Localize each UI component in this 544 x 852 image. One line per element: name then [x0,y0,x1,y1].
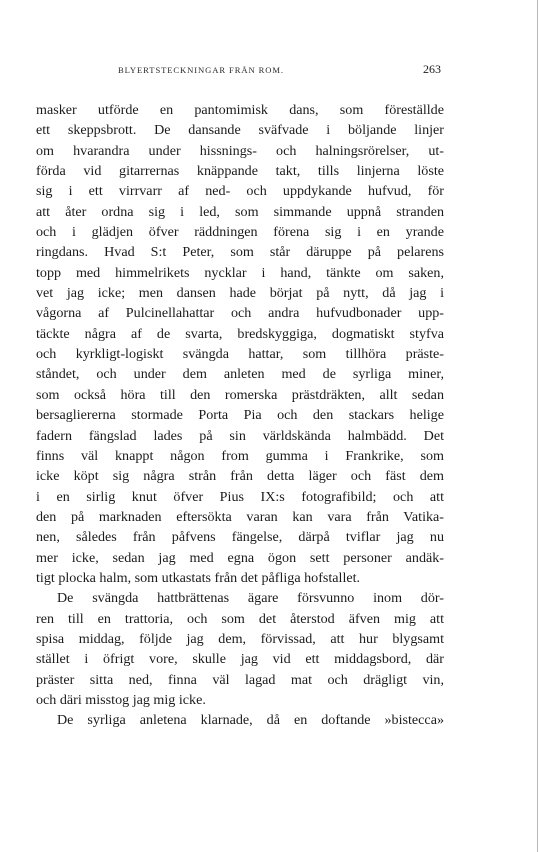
text-line: och däri misstog jag mig icke. [36,691,206,708]
page-edge-rule [537,0,538,852]
text-line: om hvarandra under hissnings- och halningsrörelser, ut- [36,142,444,159]
text-line: nen, således från påfvens fängelse, därpå tviflar jag nu [36,529,444,546]
text-line: ståndet, och under dem anleten med de syrliga miner, [36,366,444,383]
text-line: masker utförde en pantomimisk dans, som föreställde [36,102,444,118]
text-line: täckte några af de svarta, bredskyggiga, dogmatiskt styfva [36,325,444,342]
text-line: vet jag icke; men dansen hade börjat på nytt, då jag i [36,285,444,302]
text-line: De syrliga anletena klarnade, då en doftande »bistecca» [57,712,444,729]
text-line: topp med himmelrikets nycklar i hand, tänkte om saken, [36,264,444,281]
page-number: 263 [423,62,441,76]
text-line: fadern fängslad lades på sin världskända halmbädd. Det [36,427,444,444]
text-line: spisa middag, följde jag dem, förvissad, att hur blygsamt [36,630,444,647]
text-line: och i glädjen öfver räddningen förena sig i en yrande [36,224,444,241]
text-line: bersagliererna stormade Porta Pia och den stackars helige [36,407,444,424]
text-line: präster sitta ned, finna väl lagad mat och drägligt vin, [36,671,444,688]
text-line: ringdans. Hvad S:t Peter, som står däruppe på pelarens [36,244,444,261]
text-line: icke köpt sig några strån från detta läger och fäst dem [36,468,444,485]
text-line: ren till en trattoria, och som det återstod äfven mig att [36,610,444,627]
text-line: att åter ordna sig i led, som simmande uppnå stranden [36,203,444,220]
body-text [36,100,444,731]
text-line: och kyrkligt-logiskt svängda hattar, som tillhöra präste- [36,346,444,363]
text-line: tigt plocka halm, som utkastats från det påfliga hofstallet. [36,569,361,586]
text-line: sig i ett virrvarr af ned- och uppdykande hufvud, för [36,183,444,200]
text-line: stället i öfrigt vore, skulle jag vid ett middagsbord, där [36,651,444,668]
text-line: De svängda hattbrättenas ägare försvunno inom dör- [57,590,444,607]
text-line: i en sirlig knut öfver Pius IX:s fotografibild; och att [36,488,444,505]
text-line: finns väl knappt någon from gumma i Frankrike, som [36,447,444,464]
text-line: som också höra till den romerska prästdräkten, allt sedan [36,386,444,403]
text-line: mer icke, sedan jag med egna ögon sett personer andäk- [36,549,444,566]
text-line: ett skeppsbrott. De dansande sväfvade i böljande linjer [36,122,444,139]
running-head: BLYERTSTECKNINGAR FRÅN ROM. [118,65,284,75]
text-line: förda vid gitarrernas knäppande takt, tills linjerna löste [36,163,444,180]
text-line: vågorna af Pulcinellahattar och andra hufvudbonader upp- [36,305,444,322]
text-line: den på marknaden eftersökta varan kan vara från Vatika- [36,508,444,525]
